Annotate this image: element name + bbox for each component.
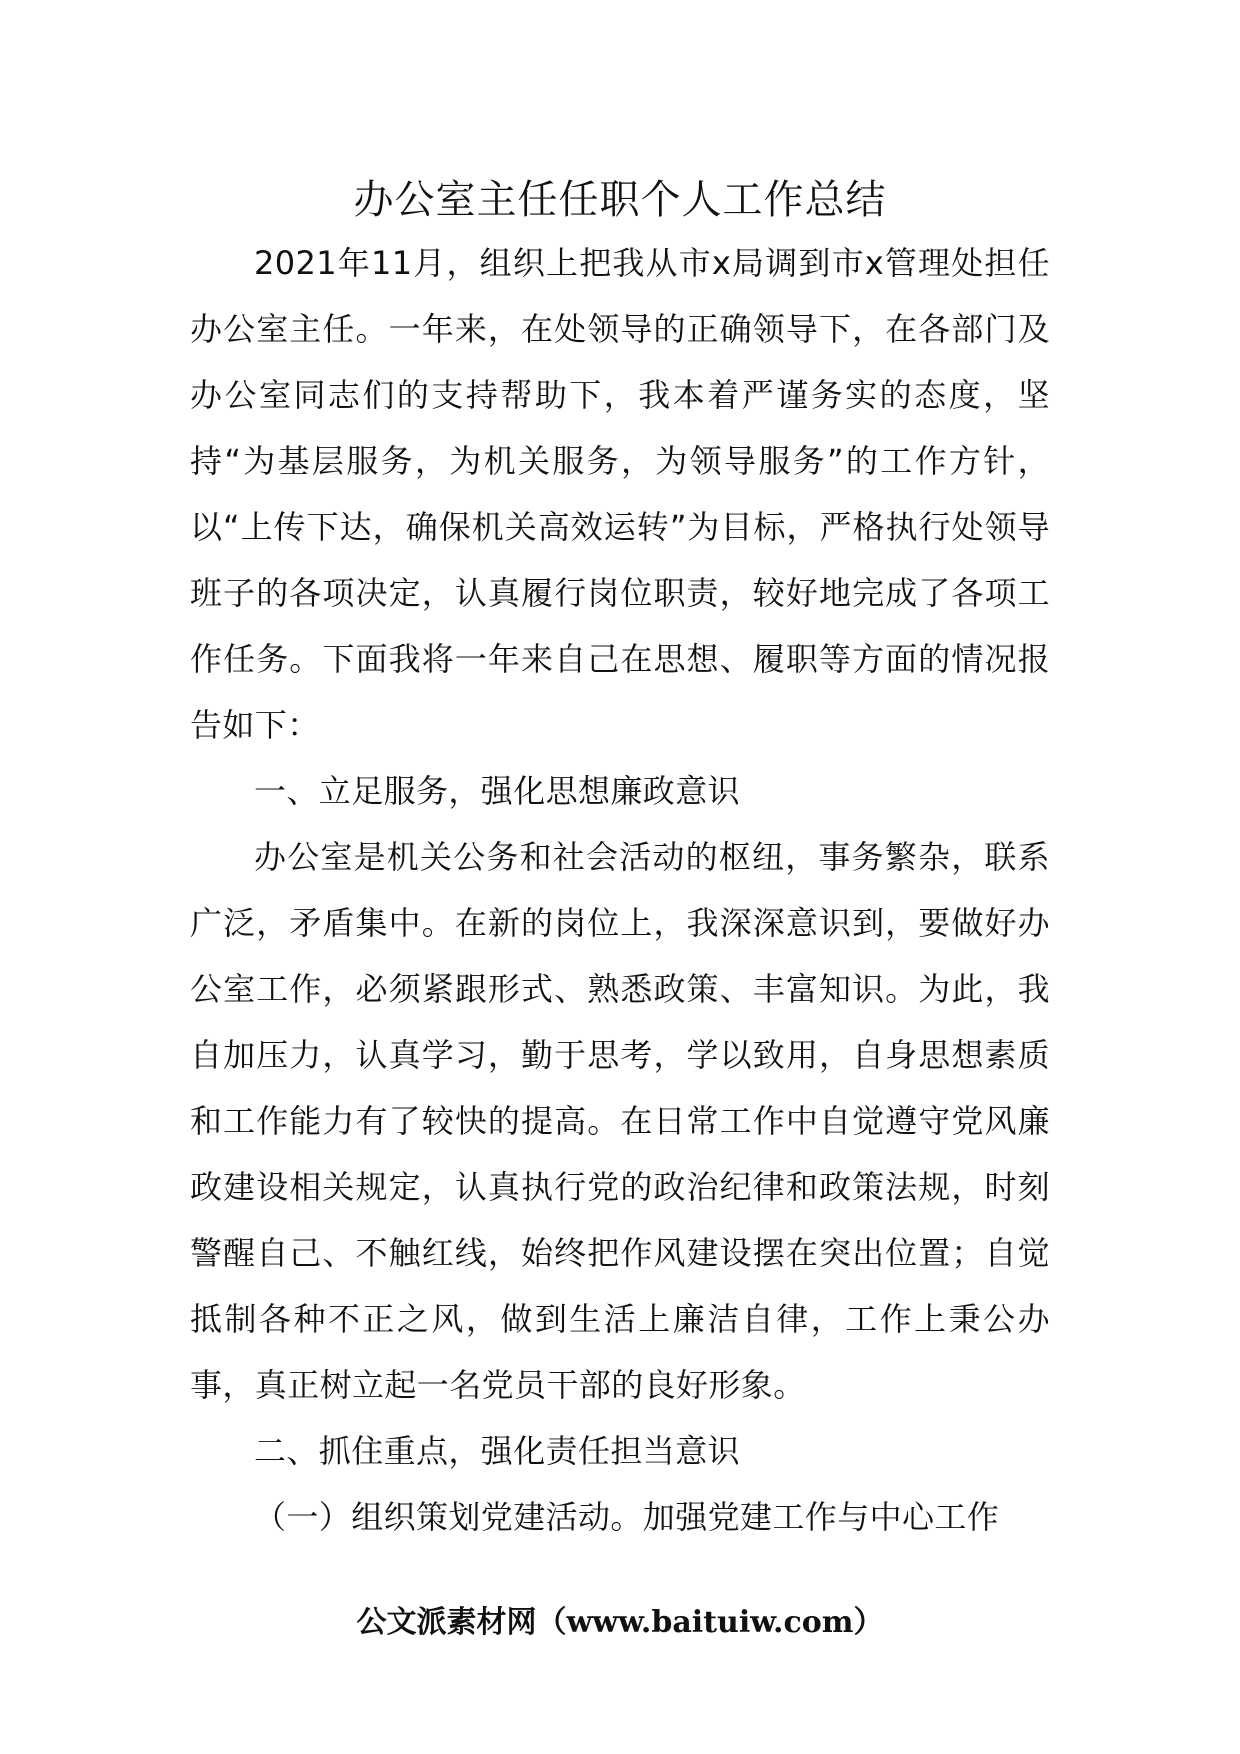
section-heading-2: 二、抓住重点，强化责任担当意识 [254, 1432, 741, 1470]
footer-watermark: 公文派素材网（www.baituiw.com） [356, 1605, 884, 1640]
intro-paragraph: 2021年11月，组织上把我从市x局调到市x管理处担任办公室主任。一年来，在处领导的正确领导下，在各部门及办公室同志们的支持帮助下，我本着严谨务实的态度，坚持“为基层服务，为机关服务，为领导服务”的工作方针，以“上传下达，确保机关高效运转”为目标，严格执行处领导班子的各项决定，认真履行岗位职责，较好地完成了各项工作任务。下面我将一年来自己在思想、履职等方面的情况报告如下： [190, 244, 1050, 744]
subsection-1-paragraph: （一）组织策划党建活动。加强党建工作与中心工作 [254, 1498, 1000, 1536]
document-title: 办公室主任任职个人工作总结 [353, 177, 887, 223]
section-1-paragraph: 办公室是机关公务和社会活动的枢纽，事务繁杂，联系广泛，矛盾集中。在新的岗位上，我深深意识到，要做好办公室工作，必须紧跟形式、熟悉政策、丰富知识。为此，我自加压力，认真学习，勤于思考，学以致用，自身思想素质和工作能力有了较快的提高。在日常工作中自觉遵守党风廉政建设相关规定，认真执行党的政治纪律和政策法规，时刻警醒自己、不触红线，始终把作风建设摆在突出位置；自觉抵制各种不正之风，做到生活上廉洁自律，工作上秉公办事，真正树立起一名党员干部的良好形象。 [190, 838, 1050, 1404]
section-heading-1: 一、立足服务，强化思想廉政意识 [254, 772, 741, 810]
document-body [190, 230, 1050, 1550]
